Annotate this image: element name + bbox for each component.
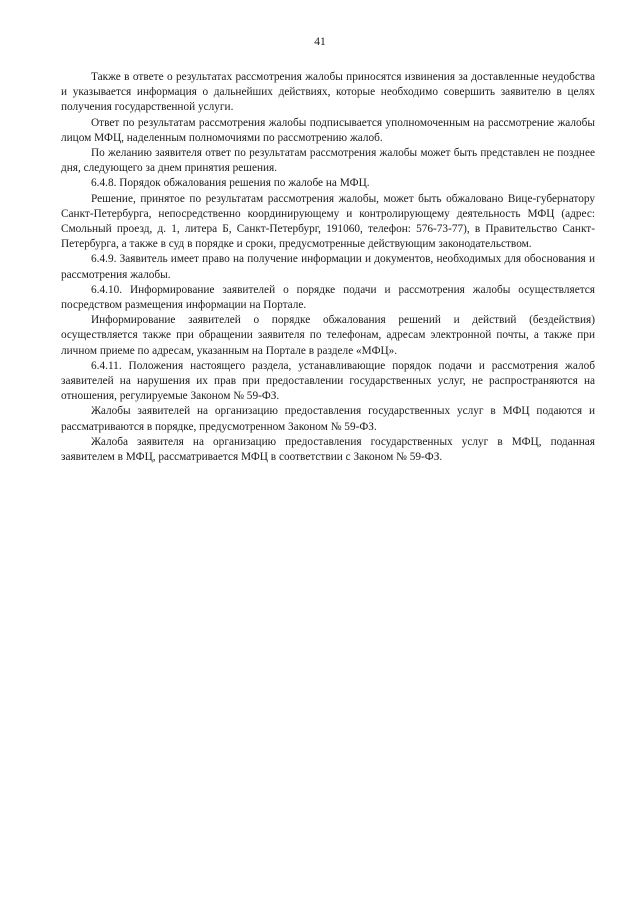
paragraph-complaints-mfc: Жалобы заявителей на организацию предоставления государственных услуг в МФЦ подаются и рассматриваются в порядке, предусмотренном Законом № 59-ФЗ.	[61, 405, 595, 433]
paragraph-6-4-8-heading: 6.4.8. Порядок обжалования решения по жалобе на МФЦ.	[91, 177, 370, 190]
paragraph-apology: Также в ответе о результатах рассмотрения жалобы приносятся извинения за доставленные неудобства и указывается информация о дальнейших действиях, которые необходимо совершить заявителю в целях получения государственной услуги.	[61, 71, 595, 114]
paragraph-6-4-11: 6.4.11. Положения настоящего раздела, устанавливающие порядок подачи и рассмотрения жалоб заявителей на нарушения их прав при предоставлении государственных услуг, не распространяются на отношения, регулируемые Законом № 59-ФЗ.	[61, 359, 595, 403]
paragraph-answer-signature: Ответ по результатам рассмотрения жалобы подписывается уполномоченным на рассмотрение жалобы лицом МФЦ, наделенным полномочиями по рассмотрению жалоб.	[61, 116, 595, 144]
paragraph-informing: Информирование заявителей о порядке обжалования решений и действий (бездействия) осуществляется также при обращении заявителя по телефонам, адресам электронной почты, а также при личном приеме по адресам, указанным на Портале в разделе «МФЦ».	[61, 314, 595, 357]
page-number: 41	[314, 36, 326, 48]
paragraph-complaint-submitted: Жалоба заявителя на организацию предоставления государственных услуг в МФЦ, поданная заявителем в МФЦ, рассматривается МФЦ в соответствии с Законом № 59-ФЗ.	[61, 435, 595, 464]
document-body	[61, 70, 595, 465]
paragraph-6-4-10: 6.4.10. Информирование заявителей о порядке подачи и рассмотрения жалобы осуществляется посредством размещения информации на Портале.	[61, 283, 595, 312]
paragraph-answer-delivery: По желанию заявителя ответ по результатам рассмотрения жалобы может быть представлен не позднее дня, следующего за днем принятия решения.	[61, 147, 595, 175]
paragraph-6-4-9: 6.4.9. Заявитель имеет право на получение информации и документов, необходимых для обоснования и рассмотрения жалобы.	[61, 253, 595, 281]
paragraph-appeal-decision: Решение, принятое по результатам рассмотрения жалобы, может быть обжаловано Вице-губернатору Санкт-Петербурга, непосредственно координирующему и контролирующему деятельность МФЦ (адрес: Смольный проезд, д. 1, литера Б, Санкт-Петербург, 191060, телефон: 576-73-77), в Правительство Санкт-Петербурга, а также в суд в порядке и сроки, предусмотренные действующим законодательством.	[61, 192, 595, 251]
